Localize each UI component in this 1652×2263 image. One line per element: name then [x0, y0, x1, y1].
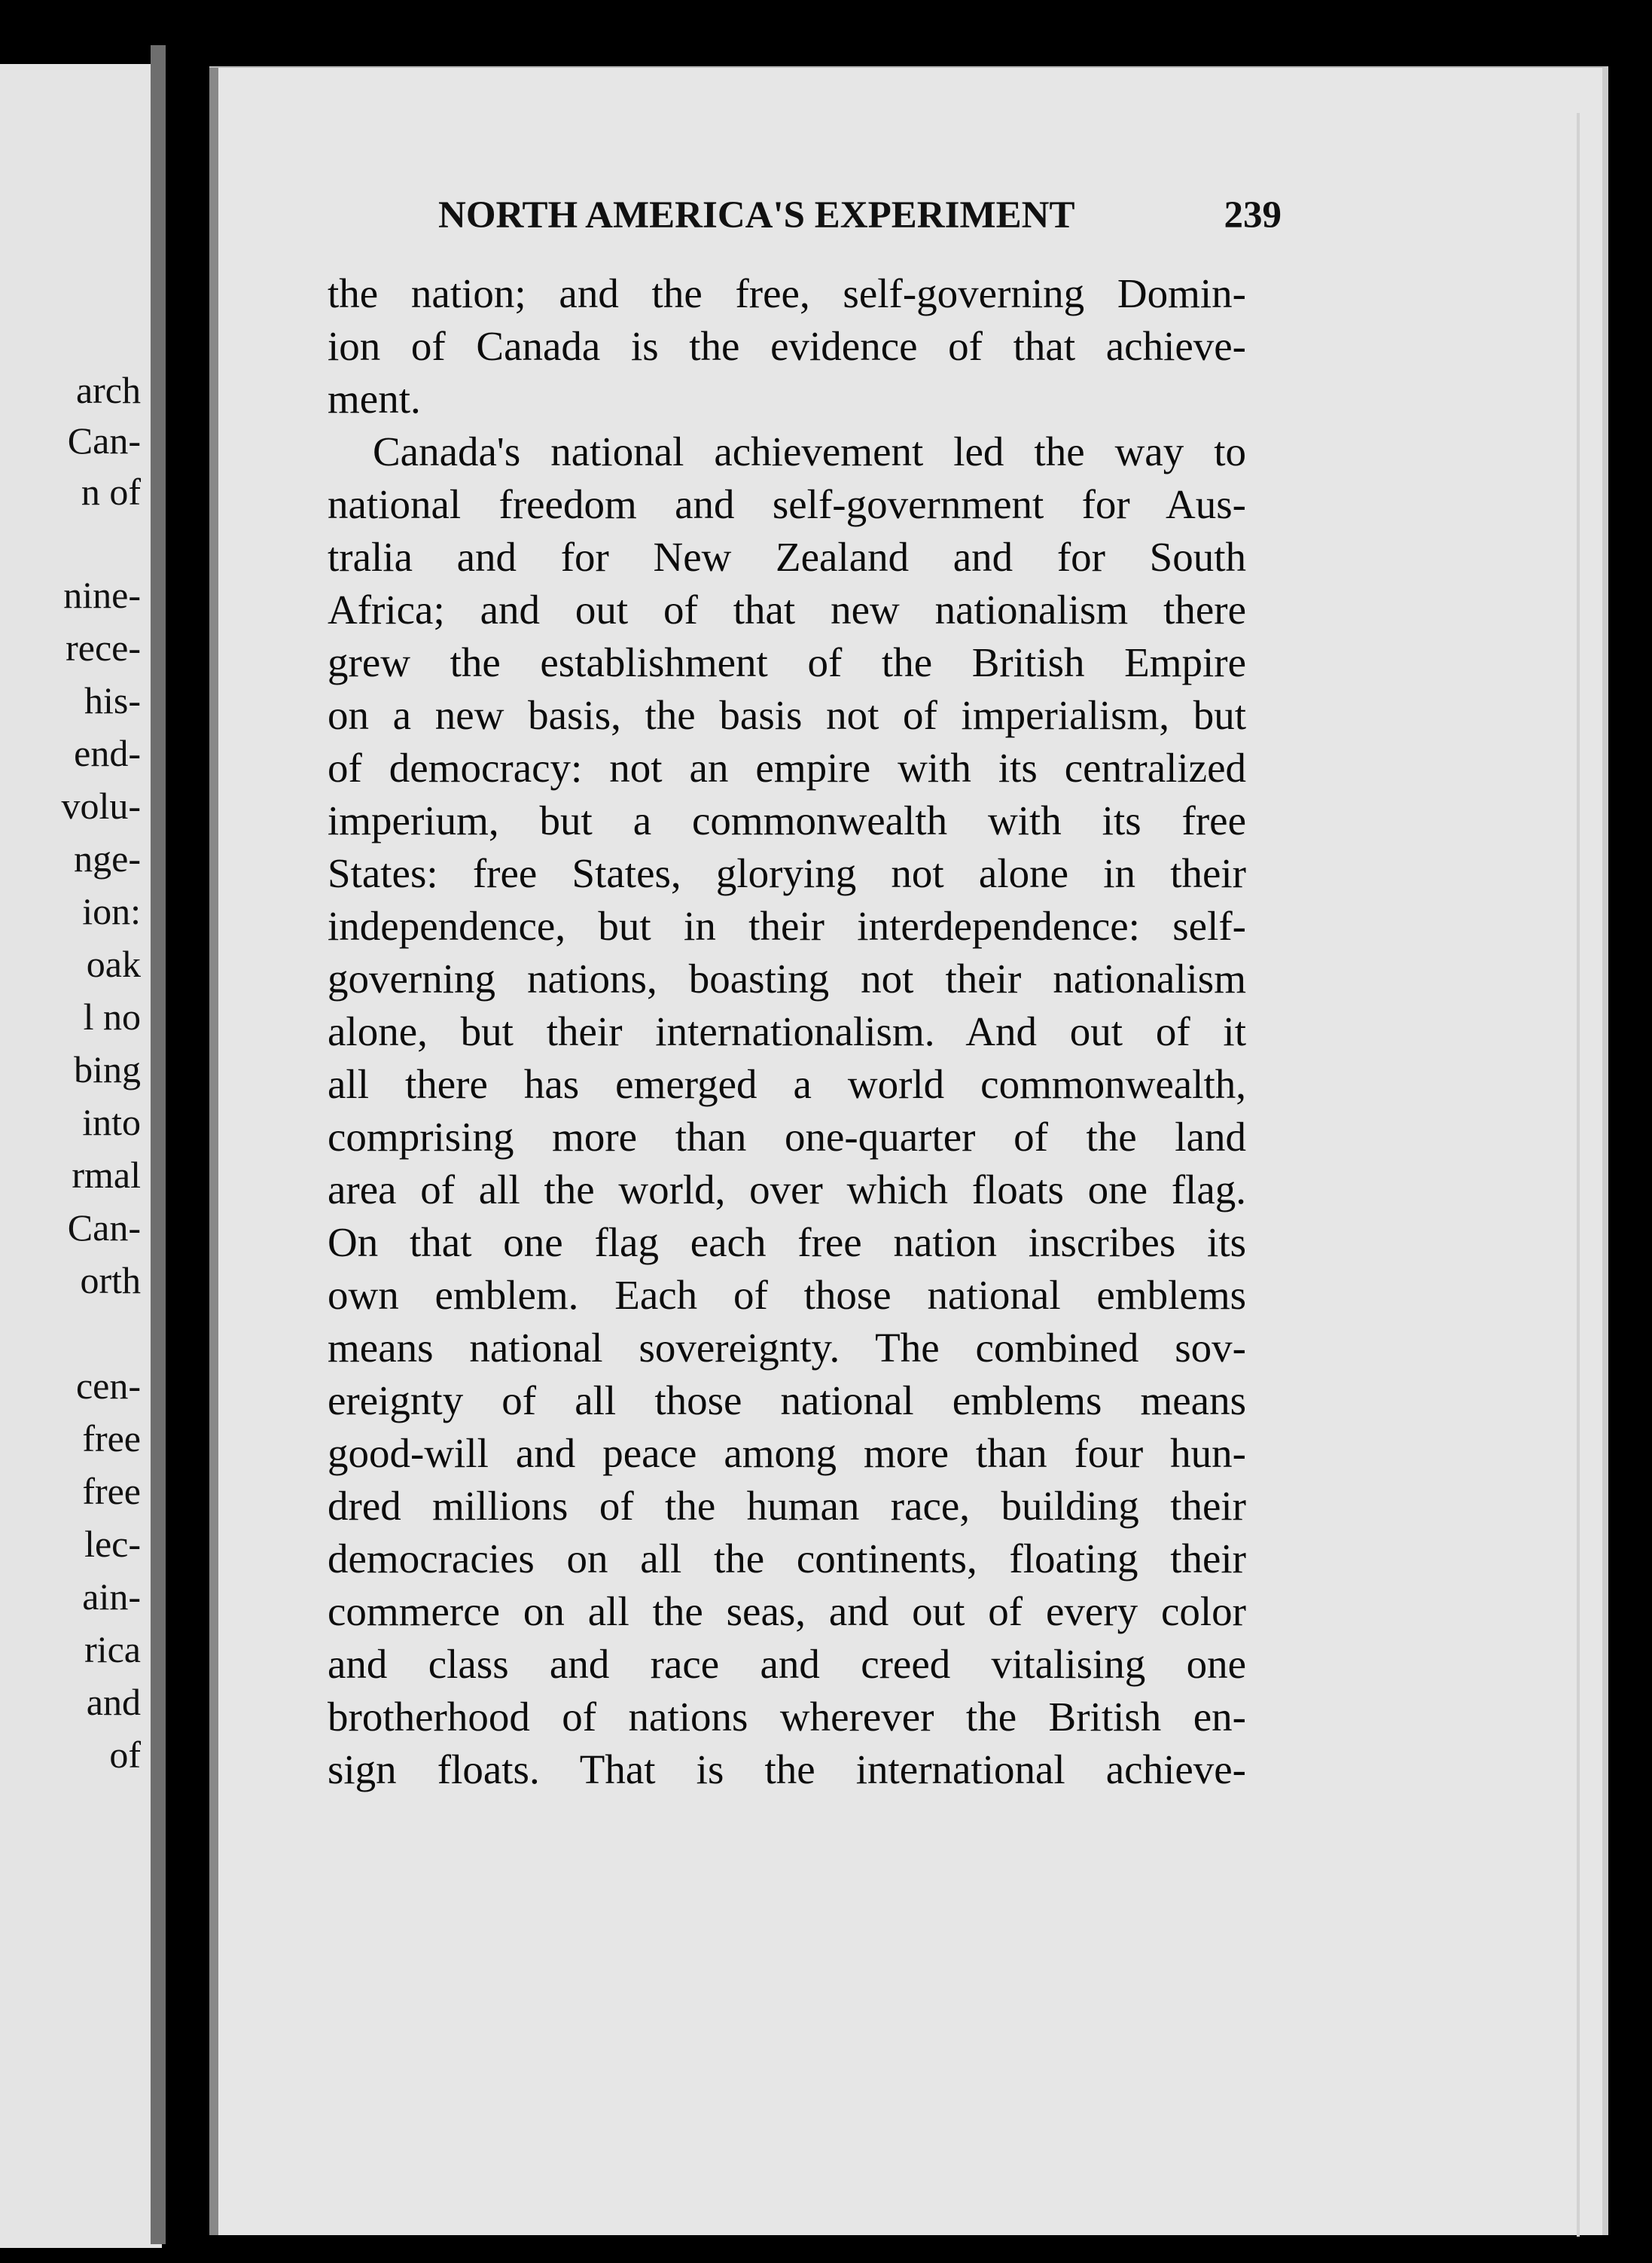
running-header	[438, 194, 1282, 237]
text-line: commerce on all the seas, and out of every color	[328, 1588, 1246, 1634]
text-line: ereignty of all those national emblems means	[328, 1377, 1246, 1423]
text-line: of democracy: not an empire with its centralized	[328, 745, 1246, 791]
left-line: nge-	[74, 837, 141, 880]
page-edge	[1577, 113, 1580, 2237]
text-line: on a new basis, the basis not of imperialism, but	[328, 692, 1246, 738]
left-line: Can-	[67, 419, 141, 462]
left-line: ain-	[82, 1575, 141, 1618]
left-line: cen-	[75, 1365, 141, 1407]
left-line: orth	[80, 1259, 141, 1301]
text-line: dred millions of the human race, building their	[328, 1483, 1246, 1529]
left-line: rica	[84, 1628, 141, 1670]
text-line: democracies on all the continents, floating their	[328, 1536, 1246, 1581]
left-line: n of	[81, 471, 141, 513]
left-line: end-	[74, 732, 141, 774]
text-line: ment.	[328, 376, 421, 422]
text-line: brotherhood of nations wherever the British en-	[328, 1694, 1246, 1740]
text-line: comprising more than one-quarter of the land	[328, 1114, 1246, 1160]
left-line: nine-	[63, 574, 141, 616]
left-line: his-	[84, 679, 141, 721]
left-line: volu-	[61, 785, 141, 827]
left-line: arch	[75, 369, 141, 411]
text-line: States: free States, glorying not alone in their	[328, 850, 1246, 896]
text-line: tralia and for New Zealand and for South	[328, 534, 1246, 580]
text-line: independence, but in their interdependence: self-	[328, 903, 1246, 949]
text-line: grew the establishment of the British Empire	[328, 639, 1246, 685]
text-line: Africa; and out of that new nationalism there	[328, 587, 1246, 633]
text-line: good-will and peace among more than four hun-	[328, 1430, 1246, 1476]
book-gutter	[166, 41, 209, 2263]
left-line: oak	[86, 943, 141, 985]
left-line: free	[82, 1470, 141, 1512]
left-line: Can-	[67, 1206, 141, 1249]
left-line: ion:	[82, 890, 141, 932]
text-line: Canada's national achievement led the way to	[373, 429, 1246, 474]
left-line: rece-	[66, 627, 141, 669]
text-line: all there has emerged a world commonwealth,	[328, 1061, 1246, 1107]
page-number: 239	[1224, 194, 1282, 236]
left-line: l no	[83, 996, 141, 1038]
page-body	[328, 267, 1246, 1796]
text-line: area of all the world, over which floats one flag.	[328, 1167, 1246, 1212]
left-line: and	[86, 1681, 141, 1723]
text-line: imperium, but a commonwealth with its free	[328, 798, 1246, 843]
page-binding-shadow	[209, 68, 218, 2235]
text-line: own emblem. Each of those national emblems	[328, 1272, 1246, 1318]
left-line: rmal	[72, 1154, 141, 1196]
text-line: alone, but their internationalism. And out of it	[328, 1008, 1246, 1054]
left-line: lec-	[84, 1523, 141, 1565]
left-line: bing	[74, 1048, 141, 1090]
text-line: ion of Canada is the evidence of that achieve-	[328, 323, 1246, 369]
text-line: national freedom and self-government for Aus-	[328, 481, 1246, 527]
text-line: and class and race and creed vitalising one	[328, 1641, 1246, 1687]
left-page-edge	[151, 45, 166, 2244]
left-line: of	[109, 1734, 141, 1776]
text-line: On that one flag each free nation inscribes its	[328, 1219, 1246, 1265]
left-line: into	[82, 1101, 141, 1143]
running-title: NORTH AMERICA'S EXPERIMENT	[438, 194, 1075, 236]
left-page-fragment	[0, 64, 162, 2248]
text-line: the nation; and the free, self-governing Domin-	[328, 270, 1246, 316]
left-line: free	[82, 1417, 141, 1459]
text-line: governing nations, boasting not their nationalism	[328, 956, 1246, 1002]
text-line: means national sovereignty. The combined sov-	[328, 1325, 1246, 1371]
text-line: sign floats. That is the international achieve-	[328, 1746, 1246, 1792]
